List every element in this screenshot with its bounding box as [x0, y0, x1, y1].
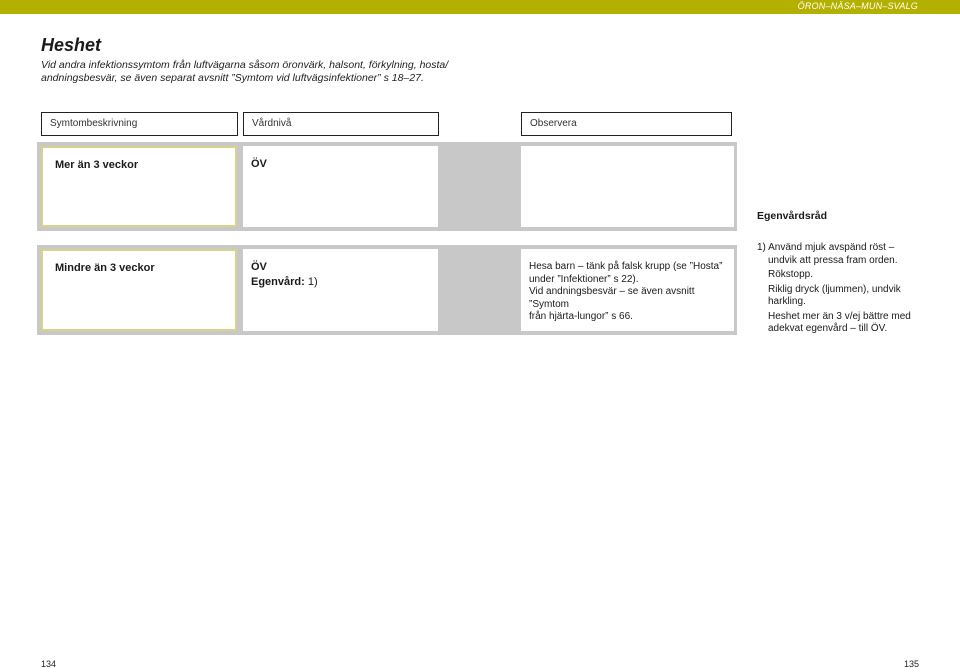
column-header-level: Vårdnivå	[243, 112, 439, 136]
selfcare-label: Egenvård:	[251, 276, 305, 288]
section-label: ÖRON–NÄSA–MUN–SVALG	[797, 1, 918, 11]
intro-line: Vid andra infektionssymtom från luftvägarna såsom öronvärk, halsont, förkylning, hosta/	[41, 59, 449, 71]
selfcare-ref: 1)	[304, 276, 318, 288]
symptom-cell	[41, 146, 237, 227]
observe-text: Hesa barn – tänk på falsk krupp (se ”Hosta” under ”Infektioner” s 22). Vid andningsbesvär – se även avsnitt ”Symtom från hjärta-lungor” s 66.	[529, 261, 723, 322]
observe-cell	[521, 249, 734, 331]
symptom-cell	[41, 249, 237, 331]
column-header-symptom: Symtombeskrivning	[41, 112, 238, 136]
care-level-value: ÖV	[251, 261, 267, 273]
level-cell	[243, 249, 438, 331]
page-title: Heshet	[41, 35, 102, 55]
page-number-right: 135	[903, 659, 919, 669]
selfcare-list	[757, 242, 917, 338]
symptom-text: Mindre än 3 veckor	[55, 262, 155, 274]
selfcare-item: 1) Använd mjuk avspänd röst – undvik att pressa fram orden.	[757, 242, 898, 266]
column-header-observe: Observera	[521, 112, 732, 136]
symptom-text: Mer än 3 veckor	[55, 159, 139, 171]
observe-cell	[521, 146, 734, 227]
top-bar	[0, 0, 960, 14]
selfcare-item: Riklig dryck (ljummen), undvik harkling.	[768, 283, 901, 307]
care-level: ÖV	[251, 158, 267, 170]
selfcare-item: Rökstopp.	[768, 269, 814, 280]
intro-line: andningsbesvär, se även separat avsnitt ”Symtom vid luftvägsinfektioner” s 18–27.	[41, 72, 424, 84]
care-level	[251, 260, 318, 290]
intro-text	[41, 59, 461, 85]
selfcare-item: Heshet mer än 3 v/ej bättre med adekvat egenvård – till ÖV.	[768, 310, 911, 334]
page-number-left: 134	[41, 659, 57, 669]
level-cell	[243, 146, 438, 227]
selfcare-title: Egenvårdsråd	[757, 210, 828, 222]
